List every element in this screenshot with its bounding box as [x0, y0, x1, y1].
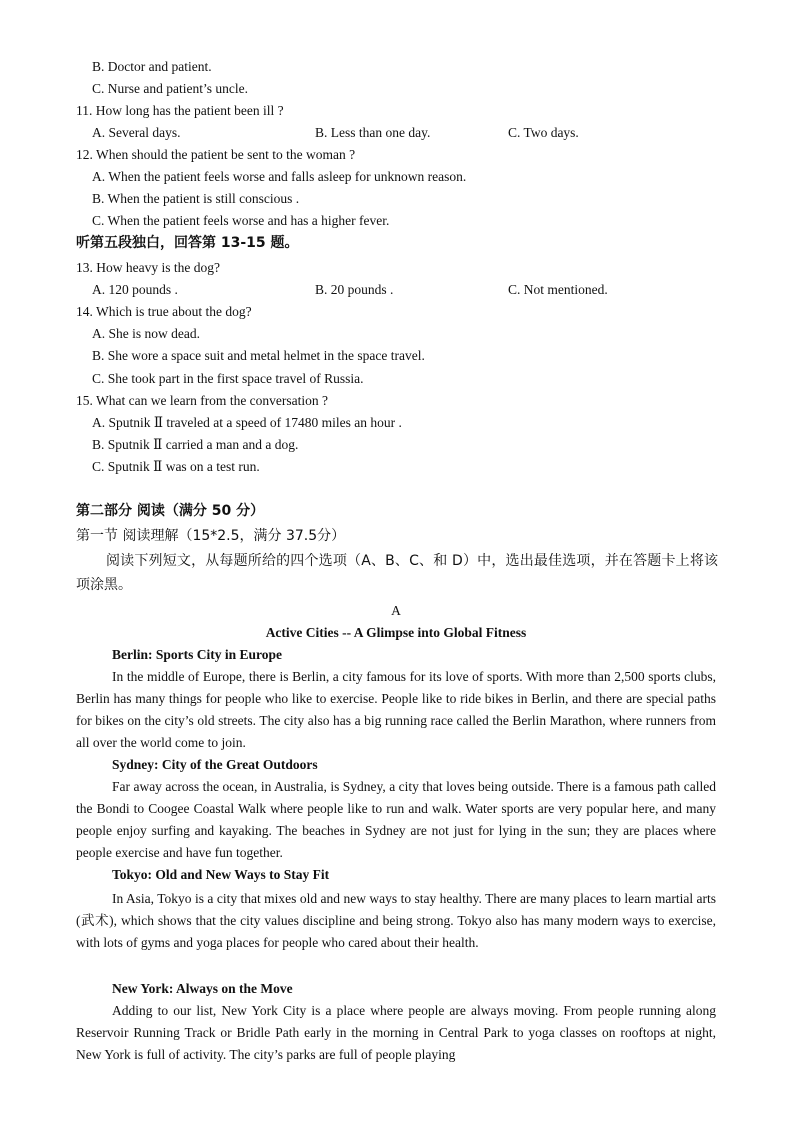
part2-heading: 第二部分 阅读（满分 50 分） [76, 503, 265, 519]
q10-option-c: C. Nurse and patient’s uncle. [92, 81, 248, 96]
q12-option-b: B. When the patient is still conscious . [92, 191, 300, 206]
q12-stem: 12. When should the patient be sent to the woman ? [76, 147, 356, 162]
instruction-paragraph: 阅读下列短文，从每题所给的四个选项（A、B、C、和 D）中，选出最佳选项，并在答题卡上将该项涂黑。 [76, 553, 718, 593]
q11-option-a: A. Several days. [92, 125, 181, 140]
q11-stem: 11. How long has the patient been ill ? [76, 103, 284, 118]
q15-stem: 15. What can we learn from the conversation ? [76, 393, 329, 408]
q11-option-c: C. Two days. [508, 125, 579, 140]
section-heading-tokyo: Tokyo: Old and New Ways to Stay Fit [112, 867, 330, 882]
section-heading-new-york: New York: Always on the Move [112, 981, 293, 996]
section5-heading: 听第五段独白，回答第 13-15 题。 [76, 235, 299, 251]
paragraph-tokyo: In Asia, Tokyo is a city that mixes old and new ways to stay healthy. There are many places to learn martial arts (武术), which shows that the city values discipline and being strong. Tokyo also has many modern ways to exercise, with lots of gyms and yoga places for people who cared about their health. [76, 891, 716, 950]
paragraph-new-york: Adding to our list, New York City is a place where people are always moving. From people running along Reservoir Running Track or Bridle Path early in the morning in Central Park to yoga classes on rooftops at night, New York is full of activity. The city’s parks are full of people playing [76, 1003, 716, 1062]
section-heading-sydney: Sydney: City of the Great Outdoors [112, 757, 318, 772]
q14-option-a: A. She is now dead. [92, 326, 200, 341]
paragraph-sydney: Far away across the ocean, in Australia, is Sydney, a city that loves being outside. There is a famous path called the Bondi to Coogee Coastal Walk where people like to run and walk. Water sports are very popular here, and many people enjoy surfing and kayaking. The beaches in Sydney are not just for lying in the sun; they are places where people exercise and have fun together. [76, 779, 716, 860]
q14-option-c: C. She took part in the first space travel of Russia. [92, 371, 364, 386]
q14-stem: 14. Which is true about the dog? [76, 304, 252, 319]
q15-option-a: A. Sputnik Ⅱ traveled at a speed of 17480 miles an hour . [92, 415, 402, 430]
paragraph-berlin: In the middle of Europe, there is Berlin, a city famous for its love of sports. With more than 2,500 sports clubs, Berlin has many things for people who like to exercise. People like to ride bikes in Berlin, and there are special paths for bikes on the city’s old streets. The city also has a big running race called the Berlin Marathon, where runners from all over the world come to join. [76, 669, 716, 750]
q12-option-c: C. When the patient feels worse and has a higher fever. [92, 213, 390, 228]
passage-letter: A [391, 603, 401, 618]
q13-option-c: C. Not mentioned. [508, 282, 608, 297]
q15-option-c: C. Sputnik Ⅱ was on a test run. [92, 459, 260, 474]
q13-option-b: B. 20 pounds . [315, 282, 394, 297]
q15-option-b: B. Sputnik Ⅱ carried a man and a dog. [92, 437, 299, 452]
q11-option-b: B. Less than one day. [315, 125, 431, 140]
section-heading-berlin: Berlin: Sports City in Europe [112, 647, 283, 662]
q13-stem: 13. How heavy is the dog? [76, 260, 220, 275]
q12-option-a: A. When the patient feels worse and falls asleep for unknown reason. [92, 169, 467, 184]
q13-option-a: A. 120 pounds . [92, 282, 178, 297]
q14-option-b: B. She wore a space suit and metal helmet in the space travel. [92, 348, 425, 363]
section1-heading: 第一节 阅读理解（15*2.5，满分 37.5分） [76, 528, 346, 544]
q10-option-b: B. Doctor and patient. [92, 59, 212, 74]
passage-title: Active Cities -- A Glimpse into Global Fitness [265, 625, 527, 640]
